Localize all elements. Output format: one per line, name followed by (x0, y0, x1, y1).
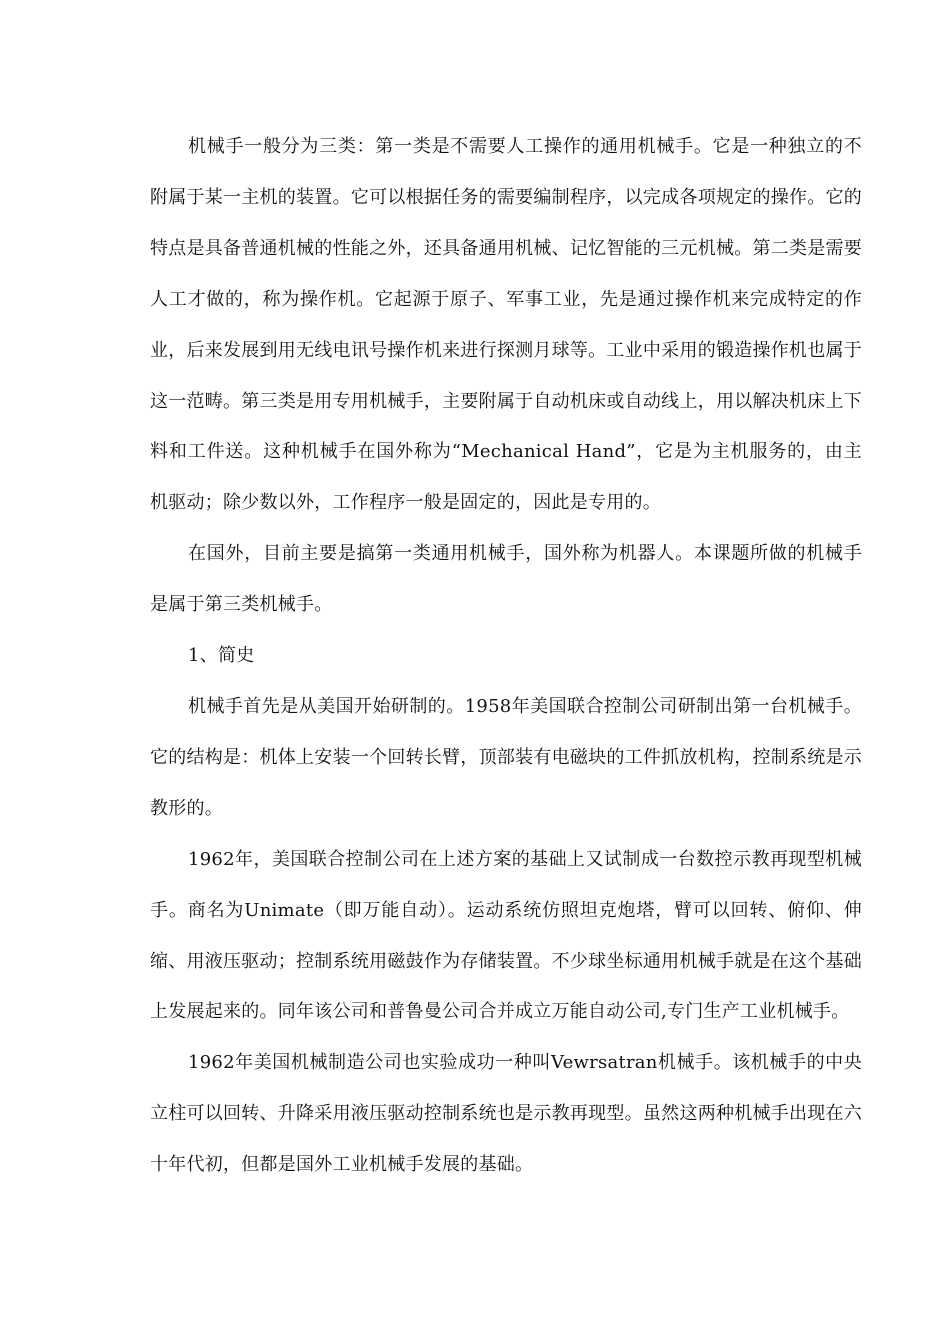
paragraph-history-versatran: 1962年美国机械制造公司也实验成功一种叫Vewrsatran机械手。该机械手的中央立柱可以回转、升降采用液压驱动控制系统也是示教再现型。虽然这两种机械手出现在六十年代初，但都是国外工业机械手发展的基础。 (150, 1052, 862, 1176)
section-heading-history: 1、简史 (188, 645, 255, 667)
paragraph-history-1958: 机械手首先是从美国开始研制的。1958年美国联合控制公司研制出第一台机械手。它的结构是：机体上安装一个回转长臂，顶部装有电磁块的工件抓放机构，控制系统是示教形的。 (150, 695, 862, 819)
paragraph-manipulator-types: 机械手一般分为三类：第一类是不需要人工操作的通用机械手。它是一种独立的不附属于某一主机的装置。它可以根据任务的需要编制程序，以完成各项规定的操作。它的特点是具备普通机械的性能之外，还具备通用机械、记忆智能的三元机械。第二类是需要人工才做的，称为操作机。它起源于原子、军事工业，先是通过操作机来完成特定的作业，后来发展到用无线电讯号操作机来进行探测月球等。工业中采用的锻造操作机也属于这一范畴。第三类是用专用机械手，主要附属于自动机床或自动线上，用以解决机床上下料和工件送。这种机械手在国外称为“Mechanical Hand”，它是为主机服务的，由主机驱动；除少数以外，工作程序一般是固定的，因此是专用的。 (150, 136, 862, 514)
paragraph-abroad-status: 在国外，目前主要是搞第一类通用机械手，国外称为机器人。本课题所做的机械手是属于第三类机械手。 (150, 543, 862, 616)
paragraph-history-unimate: 1962年，美国联合控制公司在上述方案的基础上又试制成一台数控示教再现型机械手。商名为Unimate（即万能自动）。运动系统仿照坦克炮塔，臂可以回转、俯仰、伸缩、用液压驱动；控制系统用磁鼓作为存储装置。不少球坐标通用机械手就是在这个基础上发展起来的。同年该公司和普鲁曼公司合并成立万能自动公司,专门生产工业机械手。 (150, 848, 862, 1023)
document-body (150, 122, 862, 1191)
